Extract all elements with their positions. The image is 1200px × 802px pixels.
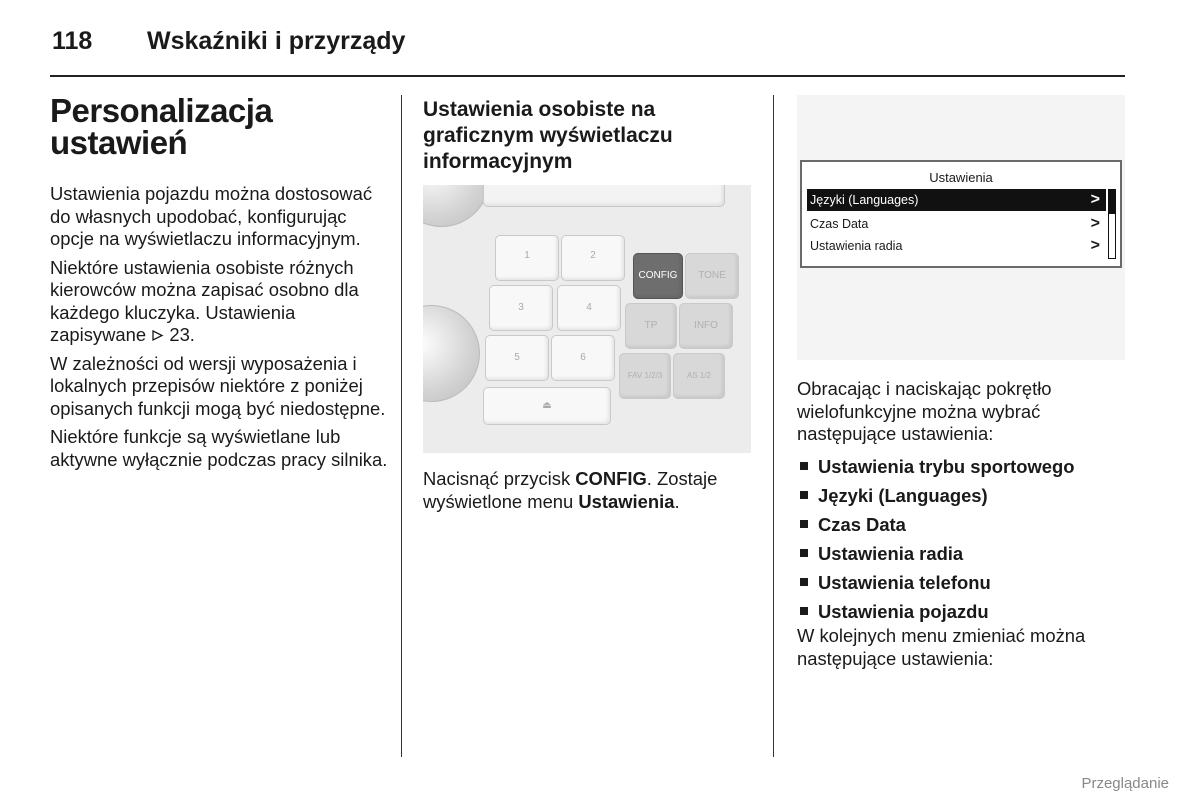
page-reference-link[interactable]: 23. (169, 324, 195, 345)
key-3: 3 (489, 285, 553, 331)
list-item: Ustawienia telefonu (797, 568, 1074, 597)
fav-key: FAV 1/2/3 (619, 353, 671, 399)
as-key: AS 1/2 (673, 353, 725, 399)
list-item: Ustawienia trybu sportowego (797, 452, 1074, 481)
intro-text-block (50, 183, 390, 477)
page-number: 118 (52, 27, 93, 55)
chevron-right-icon: > (1090, 237, 1100, 254)
chevron-right-icon: > (1090, 215, 1100, 232)
bullet-icon (800, 549, 808, 557)
info-key: INFO (679, 303, 733, 349)
menu-item-radio-settings (807, 235, 1106, 257)
key-5: 5 (485, 335, 549, 381)
menu-item-label: Ustawienia radia (810, 239, 903, 253)
control-panel-illustration (423, 185, 751, 453)
settings-menu-label: Ustawienia (578, 490, 675, 512)
eject-key: ⏏ (483, 387, 611, 425)
caption-text (423, 468, 753, 513)
menu-item-label: Czas Data (810, 217, 869, 231)
tp-key: TP (625, 303, 677, 349)
header-divider (50, 75, 1125, 77)
config-key: CONFIG (633, 253, 683, 299)
section-title: Wskaźniki i przyrządy (147, 27, 406, 55)
bullet-icon (800, 491, 808, 499)
selection-intro: Obracając i naciskając pokrętło wielofunkcyjne można wybrać następujące ustawienia: (797, 378, 1052, 444)
page-reference-icon (151, 324, 164, 345)
column-divider-left (401, 95, 402, 757)
submenu-intro: W kolejnych menu zmieniać można następujące ustawienia: (797, 625, 1086, 669)
key-6: 6 (551, 335, 615, 381)
menu-item-languages (807, 189, 1106, 211)
paragraph-2 (50, 257, 390, 347)
tone-key: TONE (685, 253, 739, 299)
caption-part-1: Nacisnąć przycisk (423, 468, 576, 489)
list-item: Języki (Languages) (797, 481, 1074, 510)
paragraph-4: Niektóre funkcje są wyświetlane lub aktywne wyłącznie podczas pracy silnika. (50, 426, 388, 470)
key-4: 4 (557, 285, 621, 331)
key-2: 2 (561, 235, 625, 281)
bullet-icon (800, 607, 808, 615)
menu-item-label: Języki (Languages) (810, 193, 919, 207)
display-title: Ustawienia (929, 170, 993, 185)
list-item: Ustawienia pojazdu (797, 597, 1074, 626)
page-heading: Personalizacja ustawień (50, 92, 273, 161)
paragraph-3: W zależności od wersji wyposażenia i lokalnych przepisów niektóre z poniżej opisanych funkcji mogą być niedostępne. (50, 352, 386, 419)
paragraph-1: Ustawienia pojazdu można dostosować do własnych upodobać, konfigurując opcje na wyświetlaczu informacyjnym. (50, 183, 373, 249)
bullet-icon (800, 578, 808, 586)
list-item: Czas Data (797, 510, 1074, 539)
list-item: Ustawienia radia (797, 539, 1074, 568)
display-scrollbar (1108, 189, 1116, 259)
caption-part-3: . (674, 490, 680, 512)
settings-bullet-list (797, 452, 1074, 626)
caption-part-2: . Zostaje wyświetlone menu (423, 468, 718, 512)
multifunction-knob (423, 305, 480, 402)
display-scroll-thumb (1109, 190, 1115, 214)
chevron-right-icon: > (1090, 191, 1100, 208)
key-1: 1 (495, 235, 559, 281)
subsection-heading: Ustawienia osobiste na graficznym wyświetlaczu informacyjnym (423, 98, 673, 173)
settings-display-screen (800, 160, 1122, 268)
config-button-label: CONFIG (575, 468, 647, 489)
upper-knob (423, 185, 490, 227)
bullet-icon (800, 462, 808, 470)
paragraph-2-text: Niektóre ustawienia osobiste różnych kierowców można zapisać osobno dla każdego kluczyka. Ustawienia zapisywane (50, 256, 359, 345)
bullet-icon (800, 520, 808, 528)
top-trim (483, 185, 725, 207)
column-divider-right (773, 95, 774, 757)
menu-item-time-date (807, 213, 1106, 235)
footer-chapter-label: Przeglądanie (1081, 775, 1169, 792)
